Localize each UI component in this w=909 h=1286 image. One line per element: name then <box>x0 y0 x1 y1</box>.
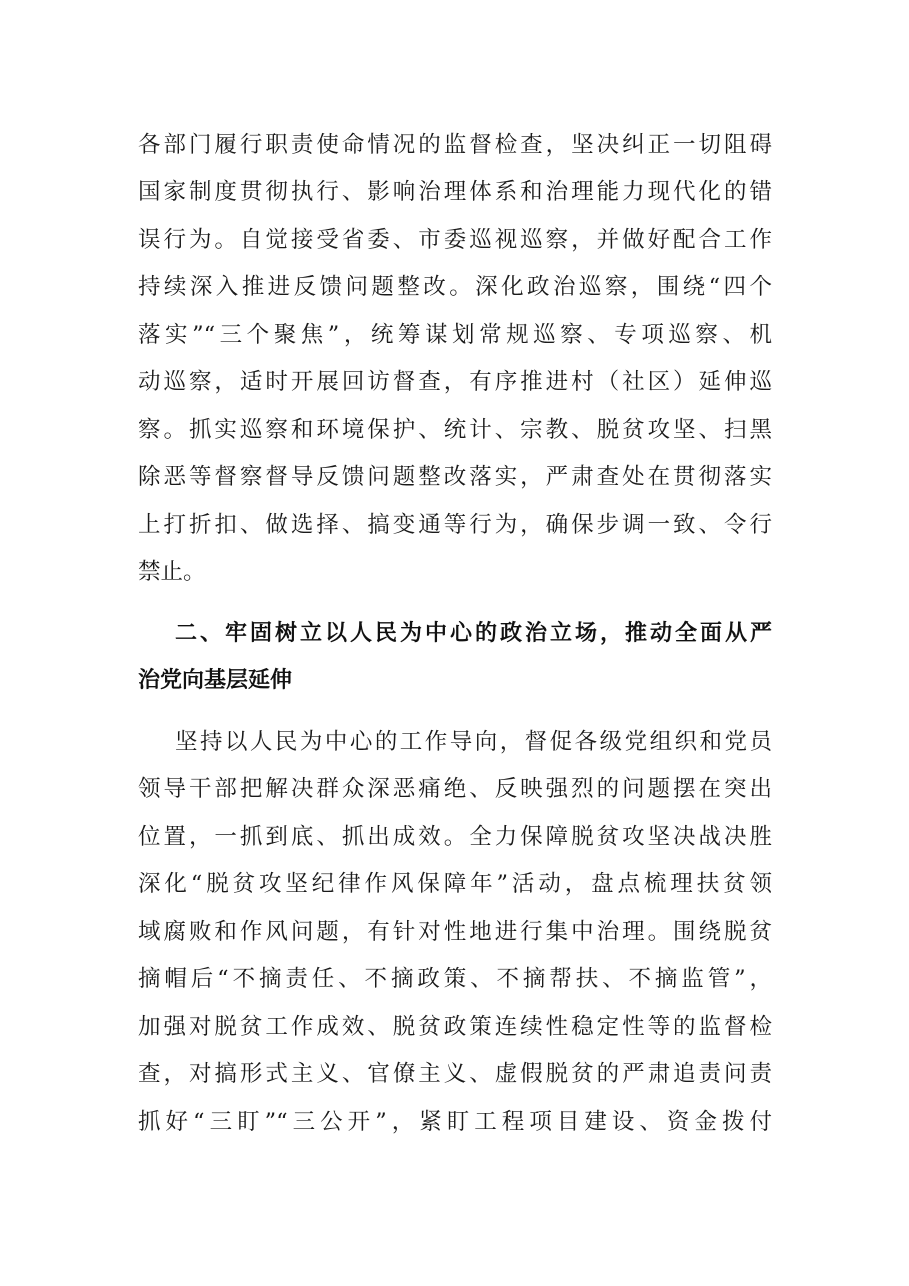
paragraph-line: 坚持以人民为中心的工作导向，督促各级党组织和党员 <box>175 729 772 755</box>
section-heading: 二、牢固树立以人民为中心的政治立场，推动全面从严 <box>175 621 772 646</box>
paragraph-line: 除恶等督察督导反馈问题整改落实，严肃查处在贯彻落实 <box>138 464 772 490</box>
paragraph-line: 位置，一抓到底、抓出成效。全力保障脱贫攻坚决战决胜 <box>138 824 772 850</box>
paragraph-line: 深化“脱贫攻坚纪律作风保障年”活动，盘点梳理扶贫领 <box>138 871 772 897</box>
paragraph-line: 察。抓实巡察和环境保护、统计、宗教、脱贫攻坚、扫黑 <box>138 417 772 443</box>
paragraph-line: 查，对搞形式主义、官僚主义、虚假脱贫的严肃追责问责 <box>138 1061 772 1087</box>
paragraph-line: 持续深入推进反馈问题整改。深化政治巡察，围绕“四个 <box>138 274 772 300</box>
paragraph-line: 抓好“三盯”“三公开”，紧盯工程项目建设、资金拨付 <box>138 1109 772 1135</box>
paragraph-line: 误行为。自觉接受省委、市委巡视巡察，并做好配合工作 <box>138 227 772 253</box>
paragraph-line: 摘帽后“不摘责任、不摘政策、不摘帮扶、不摘监管”， <box>138 966 772 992</box>
paragraph-line: 域腐败和作风问题，有针对性地进行集中治理。围绕脱贫 <box>138 919 772 945</box>
paragraph-line: 动巡察，适时开展回访督查，有序推进村（社区）延伸巡 <box>138 369 772 395</box>
paragraph-line: 禁止。 <box>138 559 206 585</box>
paragraph-line: 领导干部把解决群众深恶痛绝、反映强烈的问题摆在突出 <box>138 776 772 802</box>
paragraph-line: 国家制度贯彻执行、影响治理体系和治理能力现代化的错 <box>138 179 772 205</box>
paragraph-line: 各部门履行职责使命情况的监督检查，坚决纠正一切阻碍 <box>138 132 772 158</box>
paragraph-line: 加强对脱贫工作成效、脱贫政策连续性稳定性等的监督检 <box>138 1014 772 1040</box>
paragraph-line: 落实”“三个聚焦”，统筹谋划常规巡察、专项巡察、机 <box>138 322 772 348</box>
section-heading: 治党向基层延伸 <box>138 668 293 693</box>
paragraph-line: 上打折扣、做选择、搞变通等行为，确保步调一致、令行 <box>138 512 772 538</box>
